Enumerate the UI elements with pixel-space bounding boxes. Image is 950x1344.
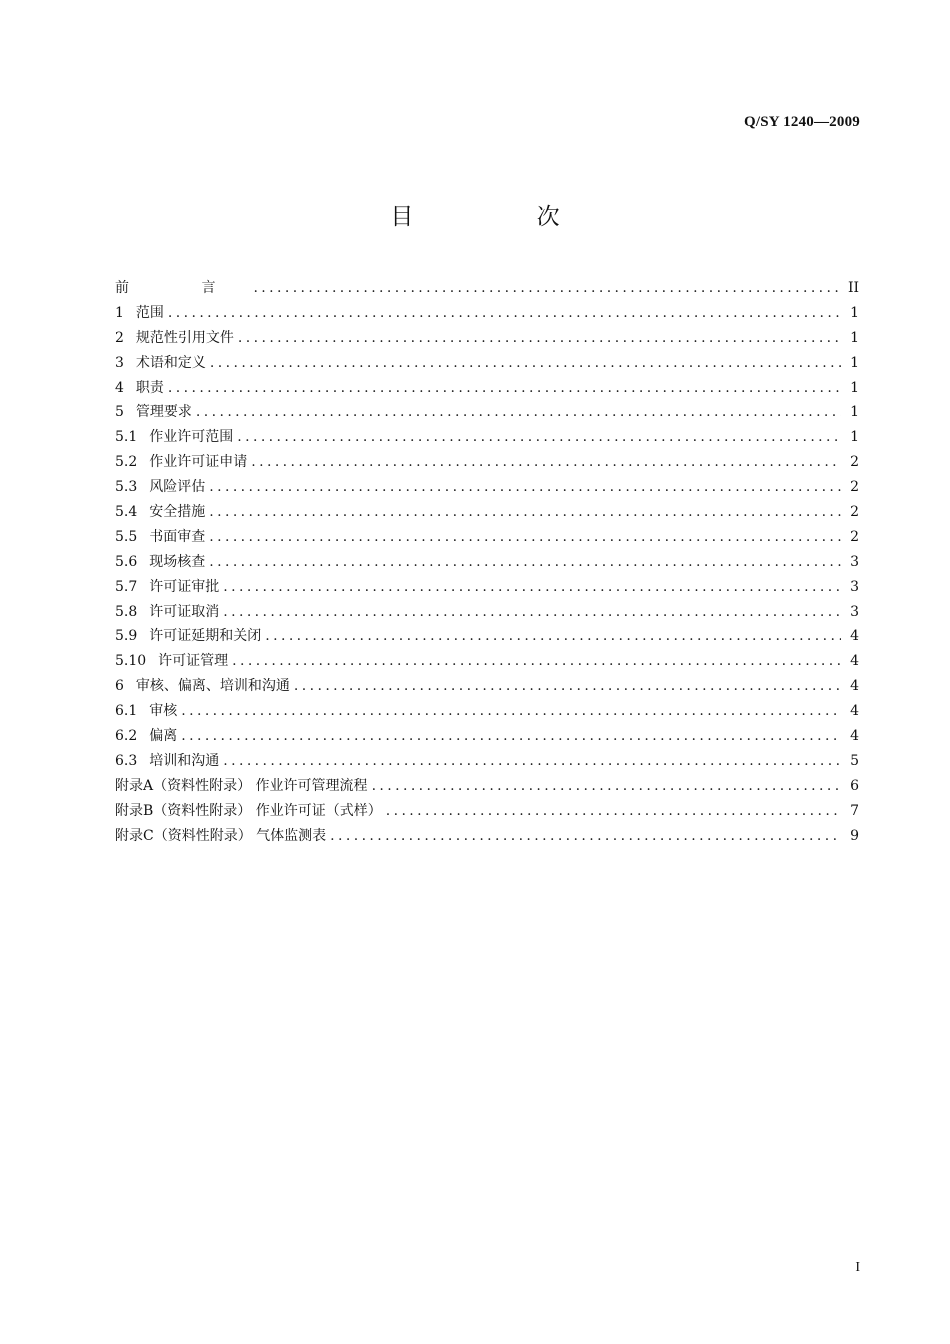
toc-entry-title: 安全措施 <box>149 504 206 521</box>
toc-entry-label <box>115 824 330 849</box>
toc-entry-label <box>115 699 181 724</box>
toc-entry[interactable] <box>115 475 859 500</box>
toc-entry-page: 2 <box>850 454 859 471</box>
toc-entry-label <box>115 376 168 401</box>
toc-entry-label <box>115 400 196 425</box>
toc-entry[interactable] <box>115 301 859 326</box>
toc-entry-number: 5.4 <box>115 504 138 521</box>
toc-entry-label <box>115 425 237 450</box>
toc-entry-title: 术语和定义 <box>135 354 206 371</box>
toc-entry-label <box>115 450 251 475</box>
toc-entry-page: 3 <box>850 578 859 595</box>
page-title: 目 次 <box>390 204 618 230</box>
toc-entry-label <box>115 649 232 674</box>
toc-entry[interactable] <box>115 500 859 525</box>
toc-dot-leader <box>209 475 841 500</box>
toc-entry-title: 管理要求 <box>135 404 192 421</box>
toc-entry[interactable] <box>115 724 859 749</box>
toc-entry-page: 4 <box>850 628 859 645</box>
toc-entry-page: 3 <box>850 603 859 620</box>
toc-dot-leader <box>237 425 841 450</box>
toc-entry-label <box>115 624 265 649</box>
toc-entry-label <box>115 326 238 351</box>
toc-dot-leader <box>265 624 841 649</box>
toc-entry-page: 1 <box>850 429 859 446</box>
toc-dot-leader <box>210 351 841 376</box>
toc-entry-page: 1 <box>850 304 859 321</box>
toc-entry-label <box>115 301 168 326</box>
toc-dot-leader <box>294 674 841 699</box>
toc-dot-leader <box>181 724 841 749</box>
toc-entry-title: 现场核查 <box>149 553 206 570</box>
toc-entry-number: 6 <box>115 678 124 695</box>
toc-entry-page: 4 <box>850 678 859 695</box>
toc-entry-label <box>115 500 209 525</box>
toc-entry[interactable] <box>115 525 859 550</box>
toc-entry-title: 审核、偏离、培训和沟通 <box>135 678 290 695</box>
toc-entry[interactable] <box>115 400 859 425</box>
toc-dot-leader <box>223 600 841 625</box>
toc-dot-leader <box>168 376 841 401</box>
toc-entry-page: 7 <box>850 802 859 819</box>
toc-entry-title: 规范性引用文件 <box>135 329 234 346</box>
toc-entry-page: 6 <box>850 777 859 794</box>
toc-entry[interactable] <box>115 550 859 575</box>
toc-dot-leader <box>330 824 841 849</box>
toc-entry-label <box>115 351 210 376</box>
toc-entry[interactable] <box>115 674 859 699</box>
toc-entry-label <box>115 600 223 625</box>
toc-entry-title: 附录C（资料性附录） 气体监测表 <box>115 827 327 844</box>
toc-entry-label <box>115 276 253 301</box>
toc-entry-label <box>115 749 223 774</box>
toc-entry-number: 1 <box>115 304 124 321</box>
toc-entry-label <box>115 774 372 799</box>
toc-entry-page: 5 <box>850 752 859 769</box>
toc-dot-leader <box>209 550 841 575</box>
toc-dot-leader <box>251 450 841 475</box>
toc-entry-title: 作业许可证申请 <box>149 454 248 471</box>
toc-entry-title: 偏离 <box>149 728 178 745</box>
toc-entry-title: 范围 <box>135 304 164 321</box>
toc-entry[interactable] <box>115 799 859 824</box>
toc-entry-label <box>115 724 181 749</box>
toc-dot-leader <box>196 400 841 425</box>
toc-entry[interactable] <box>115 624 859 649</box>
toc-entry[interactable] <box>115 351 859 376</box>
toc-entry[interactable] <box>115 425 859 450</box>
toc-entry-title: 许可证审批 <box>149 578 220 595</box>
toc-dot-leader <box>223 575 841 600</box>
toc-entry[interactable] <box>115 450 859 475</box>
toc-entry-page: 4 <box>850 653 859 670</box>
toc-entry-title: 前 言 <box>115 280 250 296</box>
toc-entry-page: 1 <box>850 404 859 421</box>
toc-entry-page: 4 <box>850 703 859 720</box>
toc-entry-title: 附录B（资料性附录） 作业许可证（式样） <box>115 802 382 819</box>
toc-entry-number: 6.1 <box>115 703 138 720</box>
toc-entry-number: 5.9 <box>115 628 138 645</box>
table-of-contents <box>115 276 859 848</box>
toc-entry-title: 培训和沟通 <box>149 752 220 769</box>
toc-entry-title: 许可证延期和关闭 <box>149 628 262 645</box>
toc-entry[interactable] <box>115 649 859 674</box>
toc-entry-label <box>115 525 209 550</box>
toc-entry-label <box>115 799 386 824</box>
toc-entry-page: 2 <box>850 479 859 496</box>
toc-dot-leader <box>238 326 841 351</box>
toc-entry-number: 5.7 <box>115 578 138 595</box>
toc-entry-number: 5.5 <box>115 528 138 545</box>
toc-entry-title: 许可证取消 <box>149 603 220 620</box>
toc-entry-page: 9 <box>850 827 859 844</box>
toc-entry[interactable] <box>115 376 859 401</box>
toc-entry-title: 许可证管理 <box>158 653 229 670</box>
toc-entry[interactable] <box>115 749 859 774</box>
toc-dot-leader <box>181 699 841 724</box>
toc-entry[interactable] <box>115 699 859 724</box>
toc-entry-number: 5.3 <box>115 479 138 496</box>
toc-dot-leader <box>168 301 841 326</box>
toc-entry-page: 1 <box>850 329 859 346</box>
toc-entry-number: 6.3 <box>115 752 138 769</box>
toc-entry-label <box>115 575 223 600</box>
toc-entry-page: 2 <box>850 504 859 521</box>
toc-entry-label <box>115 674 294 699</box>
toc-entry-title: 书面审查 <box>149 528 206 545</box>
toc-dot-leader <box>232 649 841 674</box>
toc-entry-title: 职责 <box>135 379 164 396</box>
toc-entry-number: 4 <box>115 379 124 396</box>
toc-entry-title: 风险评估 <box>149 479 206 496</box>
toc-entry[interactable] <box>115 600 859 625</box>
toc-dot-leader <box>253 276 839 301</box>
toc-entry-number: 5.6 <box>115 553 138 570</box>
toc-entry-number: 2 <box>115 329 124 346</box>
toc-entry-number: 5.10 <box>115 653 147 670</box>
toc-entry-number: 5 <box>115 404 124 421</box>
toc-entry-page: 4 <box>850 728 859 745</box>
page-number: I <box>855 1260 860 1275</box>
standard-code: Q/SY 1240—2009 <box>743 114 860 130</box>
toc-entry[interactable] <box>115 774 859 799</box>
toc-entry-number: 6.2 <box>115 728 138 745</box>
toc-dot-leader <box>386 799 841 824</box>
toc-entry-label <box>115 550 209 575</box>
toc-entry-number: 5.2 <box>115 454 138 471</box>
toc-entry-page: II <box>847 280 859 296</box>
toc-dot-leader <box>209 525 841 550</box>
toc-entry-number: 5.1 <box>115 429 138 446</box>
toc-entry-number: 3 <box>115 354 124 371</box>
toc-entry[interactable] <box>115 824 859 849</box>
toc-entry-page: 3 <box>850 553 859 570</box>
toc-dot-leader <box>223 749 841 774</box>
toc-dot-leader <box>372 774 841 799</box>
toc-entry[interactable] <box>115 326 859 351</box>
toc-entry-title: 审核 <box>149 703 178 720</box>
toc-entry-title: 附录A（资料性附录） 作业许可管理流程 <box>115 777 368 794</box>
toc-entry[interactable] <box>115 276 859 301</box>
toc-entry-page: 1 <box>850 354 859 371</box>
toc-entry-title: 作业许可范围 <box>149 429 234 446</box>
toc-entry-number: 5.8 <box>115 603 138 620</box>
toc-dot-leader <box>209 500 841 525</box>
toc-entry-label <box>115 475 209 500</box>
toc-entry[interactable] <box>115 575 859 600</box>
toc-entry-page: 2 <box>850 528 859 545</box>
toc-entry-page: 1 <box>850 379 859 396</box>
